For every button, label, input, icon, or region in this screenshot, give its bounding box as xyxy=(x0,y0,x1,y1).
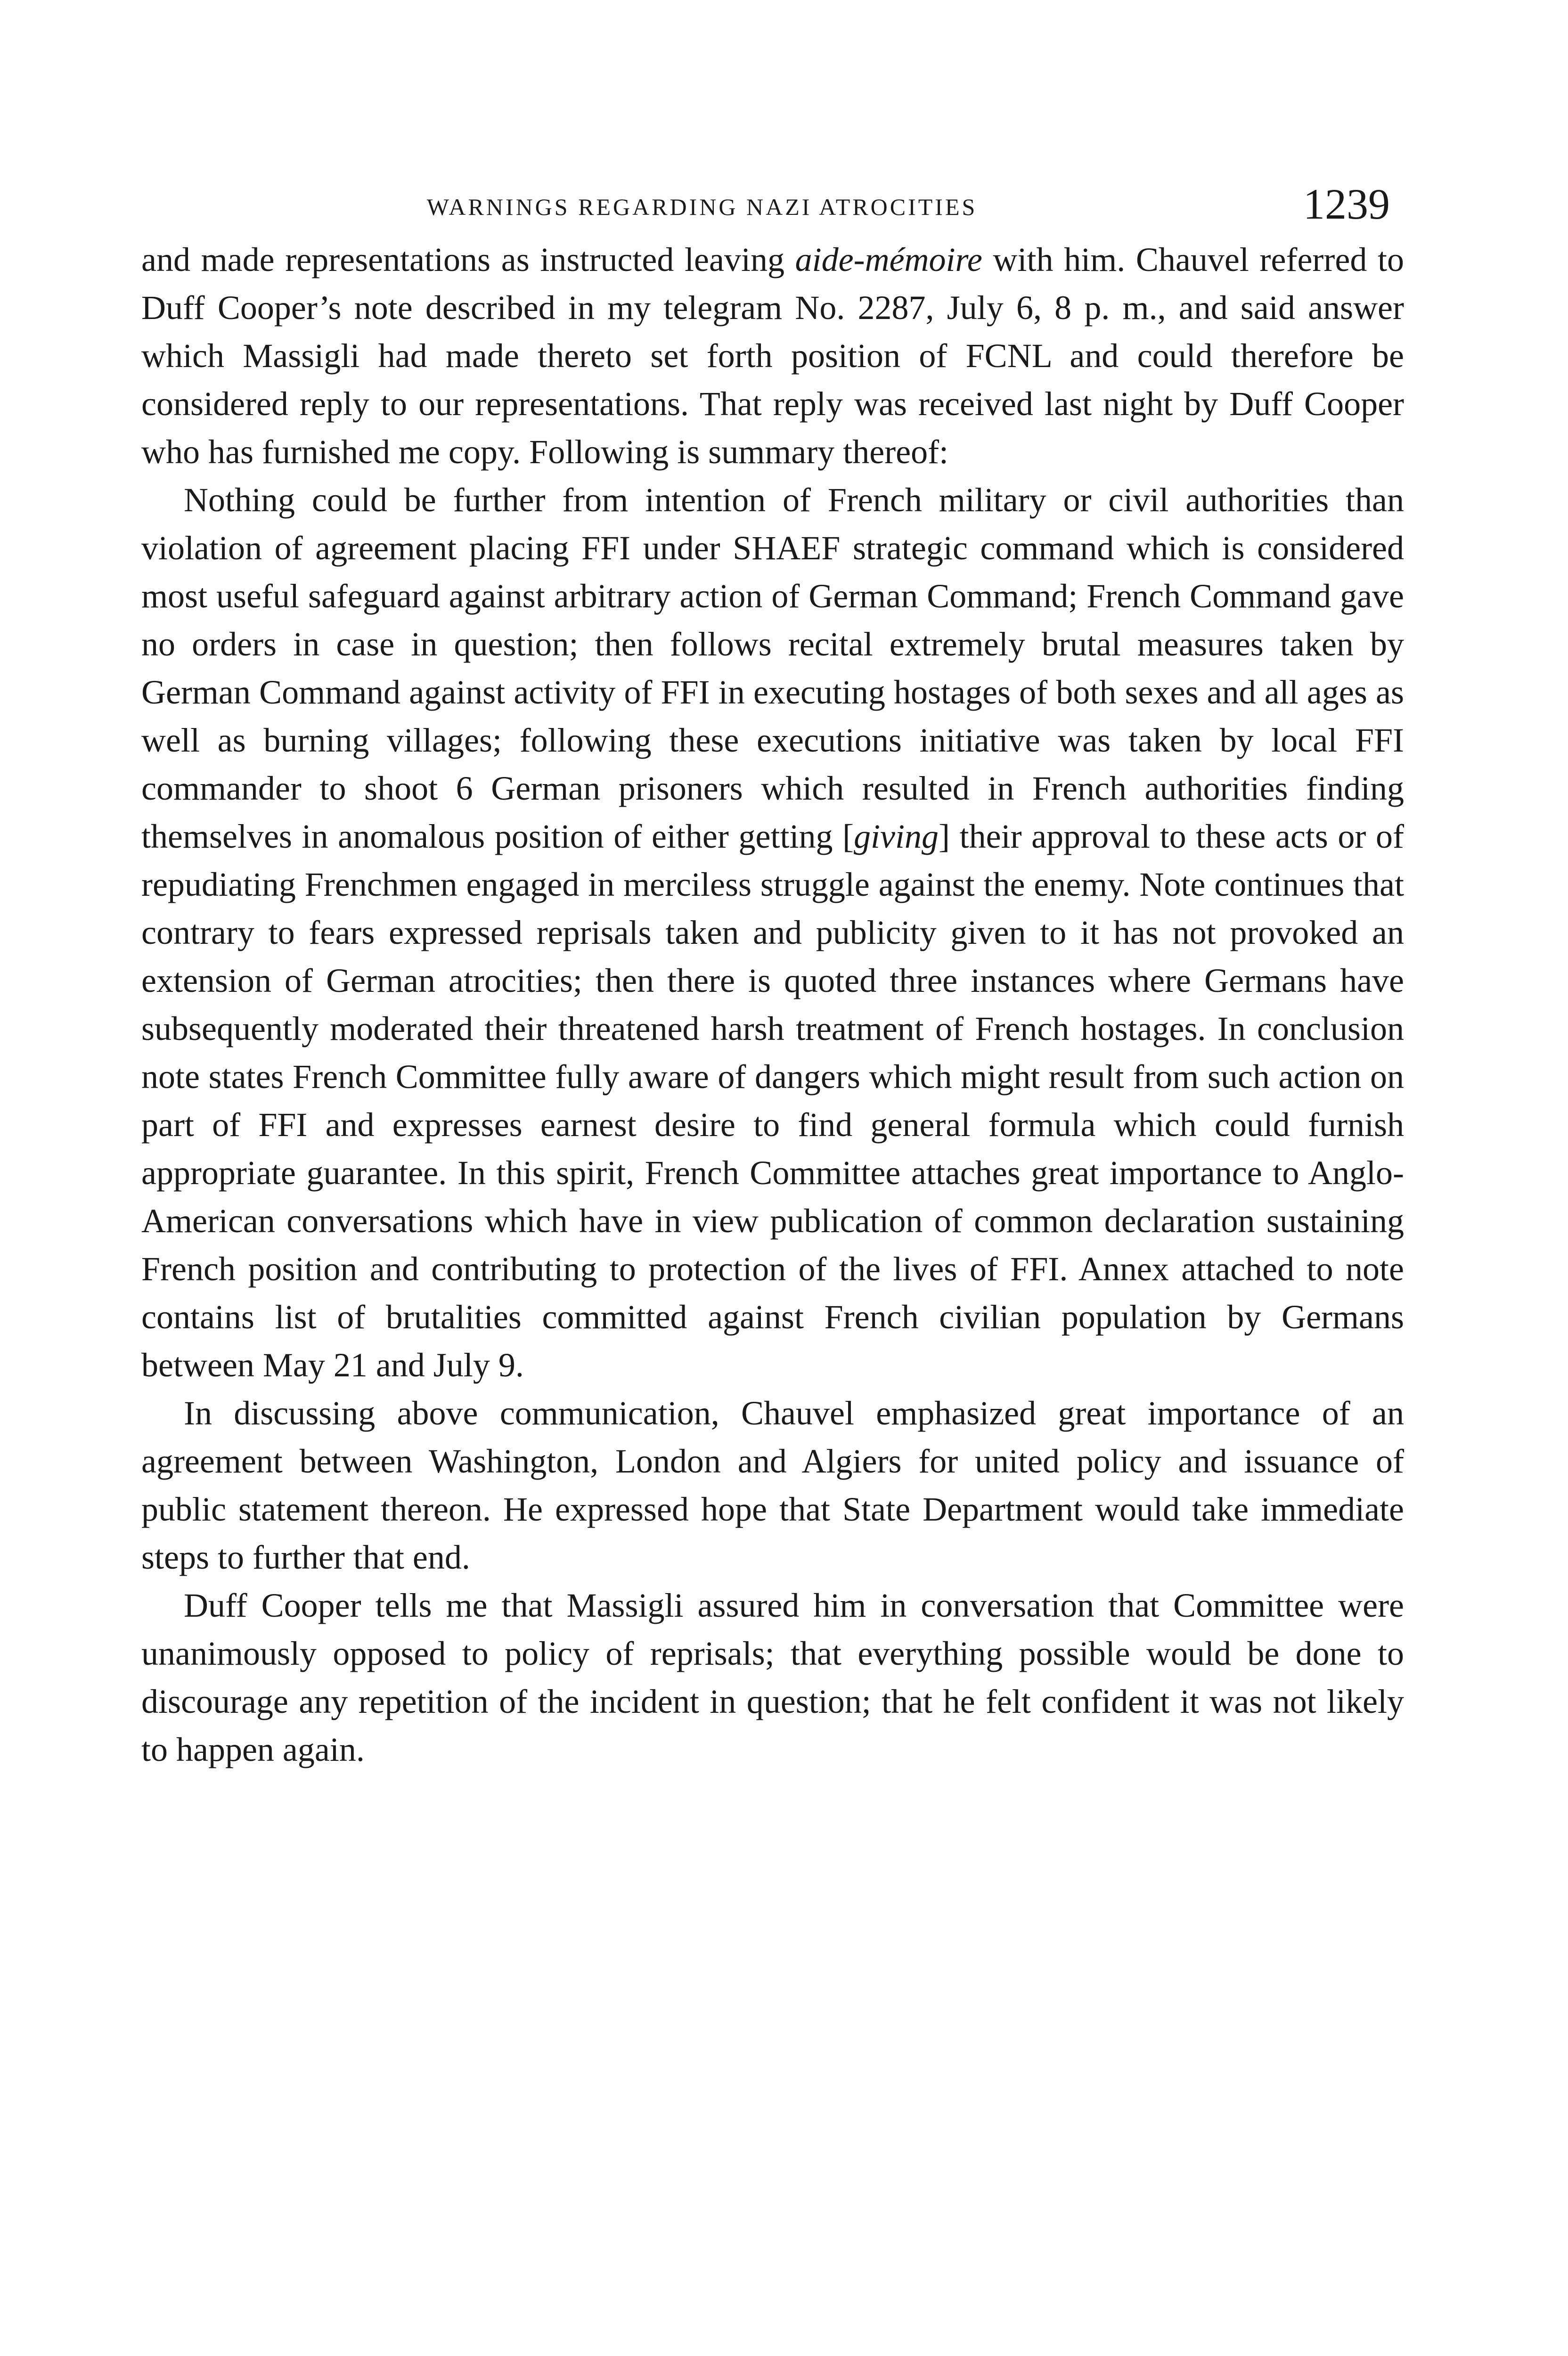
paragraph-2-italic: giving xyxy=(854,818,939,855)
paragraph-1-text-b: with him. Chauvel referred to Duff Cooper’s note described in my telegram No. 2287, July 6, 8 p. m., and said answer which Massigli had made thereto set forth position of FCNL and could therefore be considered reply to our representations. That reply was received last night by Duff Cooper who has furnished me copy. Following is summary thereof: xyxy=(141,241,1405,471)
paragraph-3-text: In discussing above communication, Chauvel emphasized great importance of an agreement between Washington, London and Algiers for united policy and issuance of public statement thereon. He expressed hope that State Department would take immediate steps to further that end. xyxy=(141,1394,1404,1576)
document-page xyxy=(141,179,1404,1774)
paragraph-2-text-a: Nothing could be further from intention of French military or civil authorities than violation of agreement placing FFI under SHAEF strategic command which is considered most useful safeguard against arbitrary action of German Command; French Command gave no orders in case in question; then follows recital extremely brutal measures taken by German Command against activity of FFI in executing hostages of both sexes and all ages as well as burning villages; following these executions initiative was taken by local FFI commander to shoot 6 German prisoners which resulted in French authorities finding themselves in anomalous position of either getting [ xyxy=(141,481,1404,855)
paragraph-2 xyxy=(141,476,1404,1389)
paragraph-2-text-b: ] their approval to these acts or of repudiating Frenchmen engaged in merciless struggle against the enemy. Note continues that contrary to fears expressed reprisals taken and publicity given to it has not provoked an extension of German atrocities; then there is quoted three instances where Germans have subsequently moderated their threatened harsh treatment of French hostages. In conclusion note states French Committee fully aware of dangers which might result from such action on part of FFI and expresses earnest desire to find general formula which could furnish appropriate guarantee. In this spirit, French Committee attaches great importance to Anglo-American conversations which have in view publication of common declaration sustaining French position and contributing to protection of the lives of FFI. Annex attached to note contains list of brutalities committed against French civilian population by Germans between May 21 and July 9. xyxy=(141,818,1404,1384)
paragraph-1-text-a: and made representations as instructed leaving xyxy=(141,241,795,278)
body-text xyxy=(141,236,1404,1774)
paragraph-4-text: Duff Cooper tells me that Massigli assured him in conversation that Committee were unanimously opposed to policy of reprisals; that everything possible would be done to discourage any repetition of the incident in question; that he felt confident it was not likely to happen again. xyxy=(141,1587,1404,1768)
paragraph-3 xyxy=(141,1389,1404,1581)
running-head xyxy=(141,179,1404,236)
page-number: 1239 xyxy=(1303,180,1390,228)
paragraph-1-italic: aide-mémoire xyxy=(795,241,982,278)
running-title: WARNINGS REGARDING NAZI ATROCITIES xyxy=(426,194,978,220)
paragraph-4 xyxy=(141,1581,1404,1774)
paragraph-1 xyxy=(141,236,1404,476)
